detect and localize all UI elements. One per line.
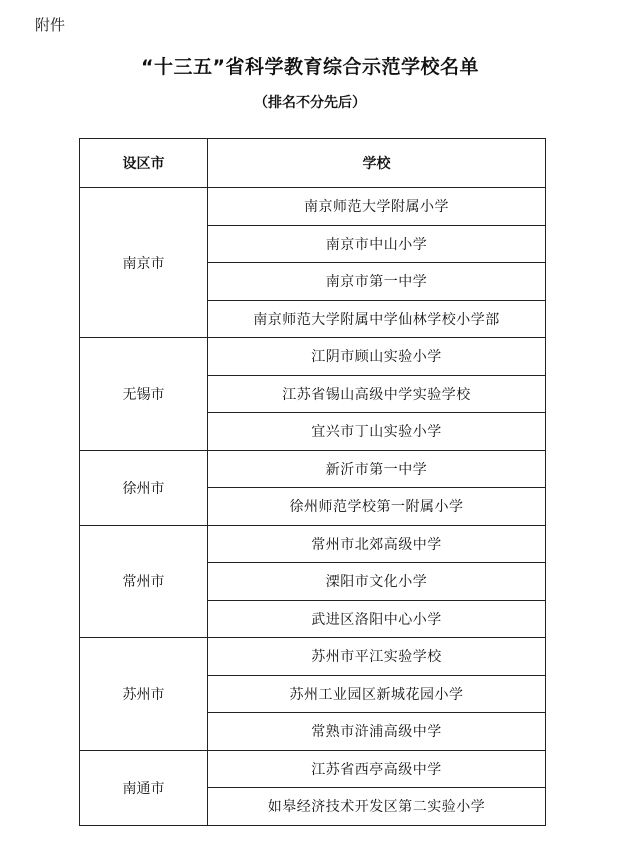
table-row	[80, 750, 546, 788]
school-cell: 江苏省锡山高级中学实验学校	[208, 375, 546, 413]
school-cell: 苏州工业园区新城花园小学	[208, 675, 546, 713]
school-cell: 徐州师范学校第一附属小学	[208, 488, 546, 526]
school-cell: 武进区洛阳中心小学	[208, 600, 546, 638]
city-cell: 无锡市	[80, 338, 208, 451]
school-cell: 江苏省西亭高级中学	[208, 750, 546, 788]
table-row	[80, 638, 546, 676]
school-list-table	[79, 138, 546, 826]
school-cell: 溧阳市文化小学	[208, 563, 546, 601]
city-cell: 徐州市	[80, 450, 208, 525]
document-title: “十三五”省科学教育综合示范学校名单	[141, 56, 479, 78]
school-cell: 如皋经济技术开发区第二实验小学	[208, 788, 546, 826]
school-cell: 常熟市浒浦高级中学	[208, 713, 546, 751]
header-school: 学校	[208, 139, 546, 188]
school-cell: 南京师范大学附属中学仙林学校小学部	[208, 300, 546, 338]
school-cell: 新沂市第一中学	[208, 450, 546, 488]
school-cell: 南京市第一中学	[208, 263, 546, 301]
document-subtitle: （排名不分先后）	[254, 95, 366, 111]
school-cell: 宜兴市丁山实验小学	[208, 413, 546, 451]
city-cell: 常州市	[80, 525, 208, 638]
table-row	[80, 338, 546, 376]
city-cell: 苏州市	[80, 638, 208, 751]
school-cell: 南京师范大学附属小学	[208, 188, 546, 226]
attachment-label: 附件	[35, 16, 66, 34]
school-cell: 南京市中山小学	[208, 225, 546, 263]
table-row	[80, 525, 546, 563]
table-header-row	[80, 139, 546, 188]
school-cell: 苏州市平江实验学校	[208, 638, 546, 676]
school-cell: 常州市北郊高级中学	[208, 525, 546, 563]
school-cell: 江阴市顾山实验小学	[208, 338, 546, 376]
city-cell: 南通市	[80, 750, 208, 825]
city-cell: 南京市	[80, 188, 208, 338]
table-row	[80, 450, 546, 488]
table-row	[80, 188, 546, 226]
header-city: 设区市	[80, 139, 208, 188]
